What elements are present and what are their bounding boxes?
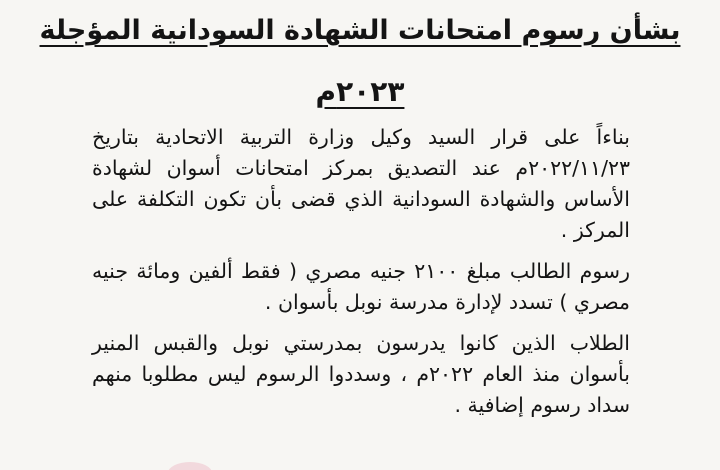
document-body: [92, 122, 630, 431]
paragraph-fees: رسوم الطالب مبلغ ٢١٠٠ جنيه مصري ( فقط ألفين ومائة جنيه مصري ) تسدد لإدارة مدرسة نوبل بأسوان .: [92, 259, 630, 314]
document-year: ٢٠٢٣م: [315, 75, 405, 108]
paragraph-students: الطلاب الذين كانوا يدرسون بمدرستي نوبل والقبس المنير بأسوان منذ العام ٢٠٢٢م ، وسددوا الرسوم ليس مطلوبا منهم سداد رسوم إضافية .: [92, 331, 630, 417]
stamp-mark: [168, 462, 212, 470]
document-title: بشأن رسوم امتحانات الشهادة السودانية المؤجلة: [39, 15, 681, 46]
paragraph-decision: بناءاً على قرار السيد وكيل وزارة التربية الاتحادية بتاريخ ٢٠٢٢/١١/٢٣م عند التصديق بمركز امتحانات أسوان لشهادة الأساس والشهادة السودانية الذي قضى بأن تكون التكلفة على المركز .: [92, 125, 630, 242]
